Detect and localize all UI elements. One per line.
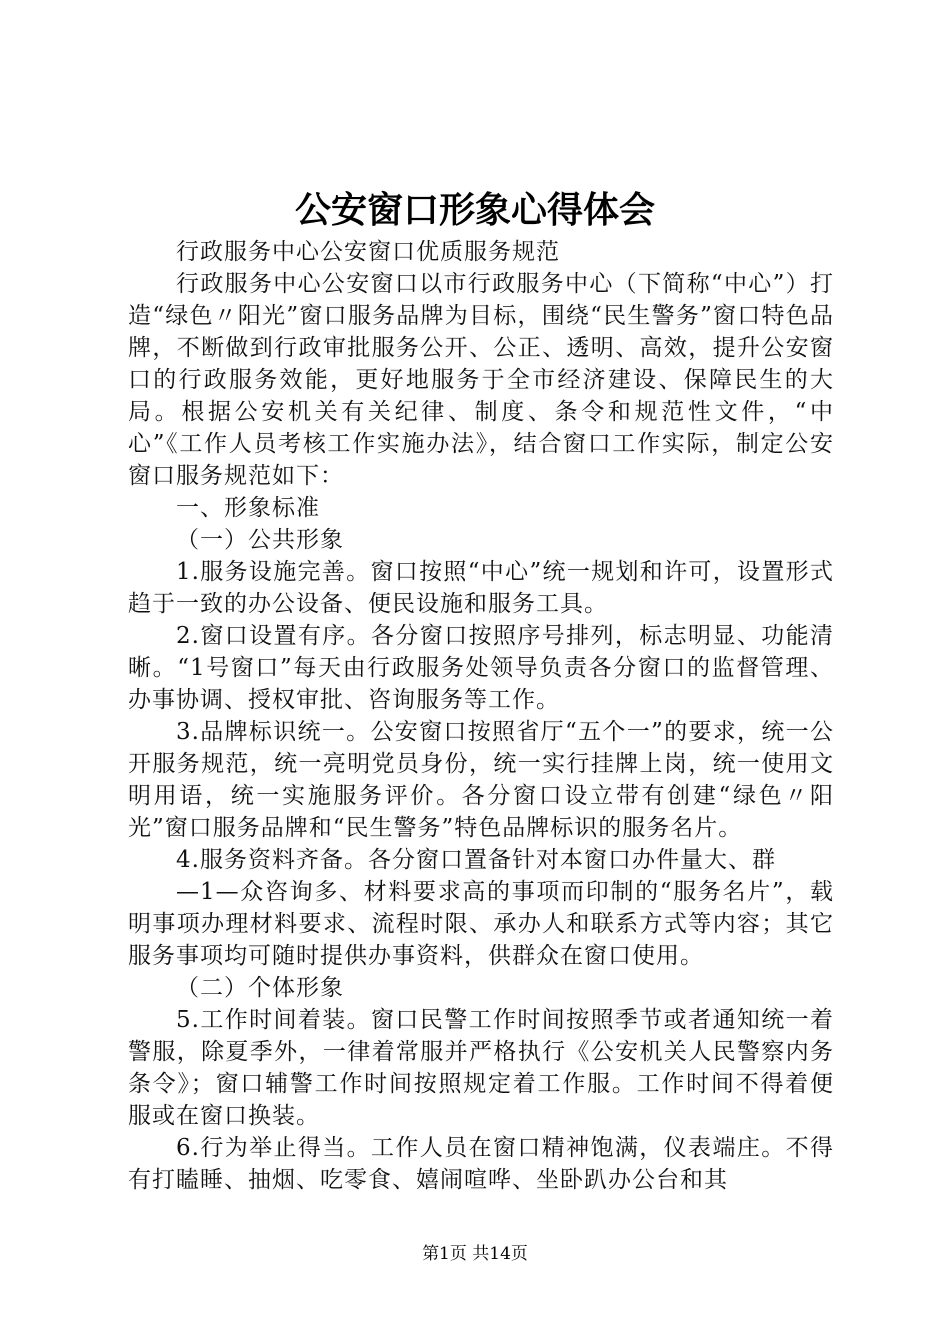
paragraph: —1—众咨询多、材料要求高的事项而印制的“服务名片”，载明事项办理材料要求、流程时限、承办人和联系方式等内容；其它服务事项均可随时提供办事资料，供群众在窗口使用。 xyxy=(128,879,834,969)
paragraph: 行政服务中心公安窗口优质服务规范 xyxy=(176,239,560,265)
page-footer: 第1页 共14页 xyxy=(422,1244,528,1264)
paragraph: 行政服务中心公安窗口以市行政服务中心（下简称“中心”）打造“绿色〃阳光”窗口服务品牌为目标，围绕“民生警务”窗口特色品牌，不断做到行政审批服务公开、公正、透明、高效，提升公安窗口的行政服务效能，更好地服务于全市经济建设、保障民生的大局。根据公安机关有关纪律、制度、条令和规范性文件，“中心”《工作人员考核工作实施办法》，结合窗口工作实际，制定公安窗口服务规范如下： xyxy=(128,271,834,489)
paragraph: 5.工作时间着装。窗口民警工作时间按照季节或者通知统一着警服，除夏季外，一律着常服并严格执行《公安机关人民警察内务条令》；窗口辅警工作时间按照规定着工作服。工作时间不得着便服或在窗口换装。 xyxy=(128,1007,834,1129)
paragraph: 6.行为举止得当。工作人员在窗口精神饱满，仪表端庄。不得有打瞌睡、抽烟、吃零食、嬉闹喧哗、坐卧趴办公台和其 xyxy=(128,1135,834,1193)
document-title: 公安窗口形象心得体会 xyxy=(294,189,655,231)
paragraph: 一、形象标准 xyxy=(176,495,320,521)
paragraph: 1.服务设施完善。窗口按照“中心”统一规划和许可，设置形式趋于一致的办公设备、便民设施和服务工具。 xyxy=(128,559,834,617)
document-body xyxy=(128,236,834,1196)
paragraph: （一）公共形象 xyxy=(176,527,344,553)
paragraph: 4.服务资料齐备。各分窗口置备针对本窗口办件量大、群 xyxy=(176,847,776,873)
paragraph: 3.品牌标识统一。公安窗口按照省厅“五个一”的要求，统一公开服务规范，统一亮明党员身份，统一实行挂牌上岗，统一使用文明用语，统一实施服务评价。各分窗口设立带有创建“绿色〃阳光”窗口服务品牌和“民生警务”特色品牌标识的服务名片。 xyxy=(128,719,834,841)
paragraph: （二）个体形象 xyxy=(176,975,344,1001)
paragraph: 2.窗口设置有序。各分窗口按照序号排列，标志明显、功能清晰。“1号窗口”每天由行政服务处领导负责各分窗口的监督管理、办事协调、授权审批、咨询服务等工作。 xyxy=(128,623,834,713)
